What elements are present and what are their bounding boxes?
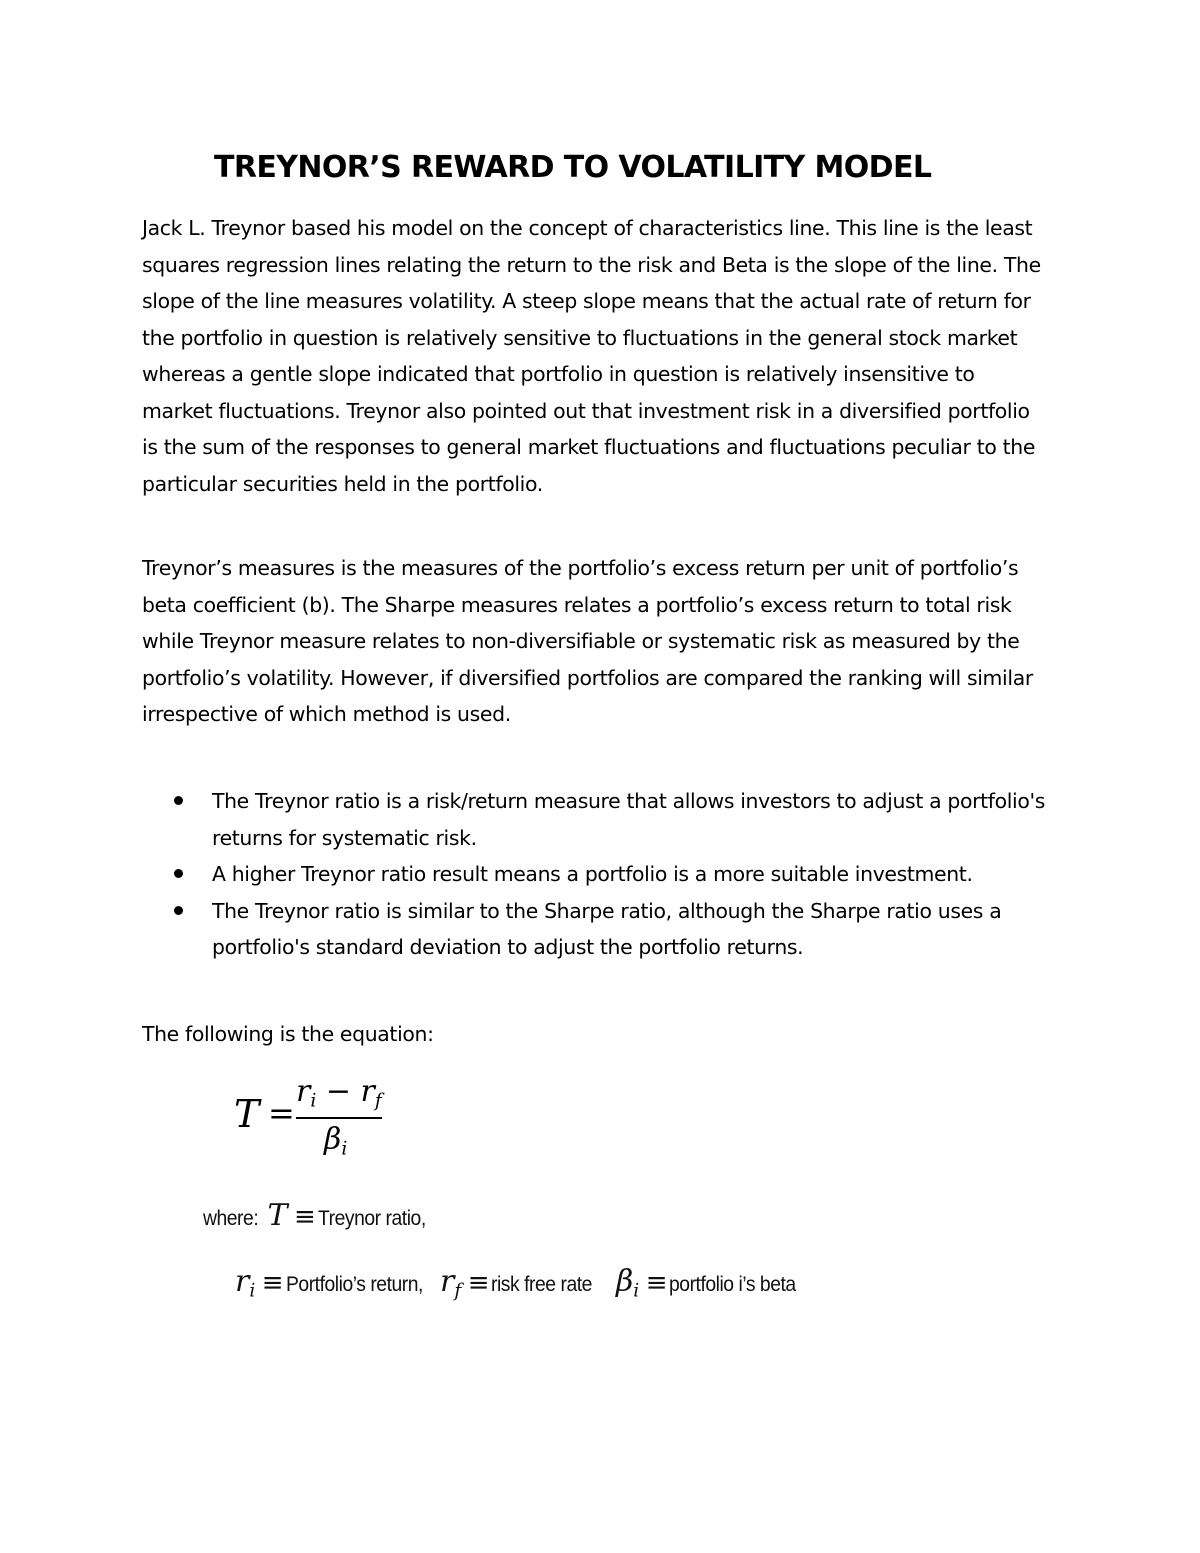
ri-symbol: $r_i$ xyxy=(235,1264,256,1302)
bullet-icon xyxy=(174,906,183,915)
rf-symbol: $r_f$ xyxy=(440,1264,462,1302)
list-item xyxy=(142,783,1047,856)
page-title: TREYNOR’S REWARD TO VOLATILITY MODEL xyxy=(214,150,932,185)
where-label: where: xyxy=(203,1207,259,1230)
equiv-sign: ≡ xyxy=(467,1268,490,1298)
t-definition: Treynor ratio, xyxy=(317,1207,426,1230)
list-item xyxy=(142,856,1047,893)
definition-line-2 xyxy=(235,1264,807,1302)
list-item-text: A higher Treynor ratio result means a portfolio is a more suitable investment. xyxy=(212,862,973,886)
bullet-icon xyxy=(174,869,183,878)
fraction-bar xyxy=(296,1117,382,1119)
paragraph-characteristic-line: Jack L. Treynor based his model on the concept of characteristics line. This line is the least squares regression lines relating the return to the risk and Beta is the slope of the line. The slope of the line measures volatility. A steep slope means that the actual rate of return for the portfolio in question is relatively sensitive to fluctuations in the general stock market whereas a gentle slope indicated that portfolio in question is relatively insensitive to market fluctuations. Treynor also pointed out that investment risk in a diversified portfolio is the sum of the responses to general market fluctuations and fluctuations peculiar to the particular securities held in the portfolio. xyxy=(142,216,1041,496)
formula-denominator: $\beta_i$ xyxy=(324,1122,348,1160)
formula-numerator: $r_i - r_f$ xyxy=(296,1074,382,1112)
formula-lhs: T xyxy=(234,1092,260,1136)
paragraph-treynor-measure: Treynor’s measures is the measures of the portfolio’s excess return per unit of portfolio’s beta coefficient (b). The Sharpe measures relates a portfolio’s excess return to total risk while Treynor measure relates to non-diversifiable or systematic risk as measured by the portfolio’s volatility. However, if diversified portfolios are compared the ranking will similar irrespective of which method is used. xyxy=(142,556,1033,726)
rf-definition: risk free rate xyxy=(491,1273,593,1296)
list-item-text: The Treynor ratio is a risk/return measure that allows investors to adjust a portfolio's returns for systematic risk. xyxy=(212,789,1046,850)
ri-definition: Portfolio’s return, xyxy=(285,1273,423,1296)
equation-intro: The following is the equation: xyxy=(142,1022,434,1046)
list-item-text: The Treynor ratio is similar to the Sharpe ratio, although the Sharpe ratio uses a portfolio's standard deviation to adjust the portfolio returns. xyxy=(212,898,1002,959)
bullet-icon xyxy=(174,796,183,805)
equiv-sign: ≡ xyxy=(645,1268,668,1298)
equiv-sign: ≡ xyxy=(261,1268,284,1298)
bullet-list xyxy=(142,783,1047,966)
equiv-sign: ≡ xyxy=(293,1202,316,1232)
treynor-formula xyxy=(230,1074,400,1170)
beta-symbol: $\beta_i$ xyxy=(615,1264,640,1302)
definition-line-1 xyxy=(203,1198,435,1233)
t-symbol: T xyxy=(267,1198,288,1233)
formula-equals: = xyxy=(268,1094,295,1132)
list-item xyxy=(142,893,1047,966)
beta-definition: portfolio i’s beta xyxy=(669,1273,797,1296)
